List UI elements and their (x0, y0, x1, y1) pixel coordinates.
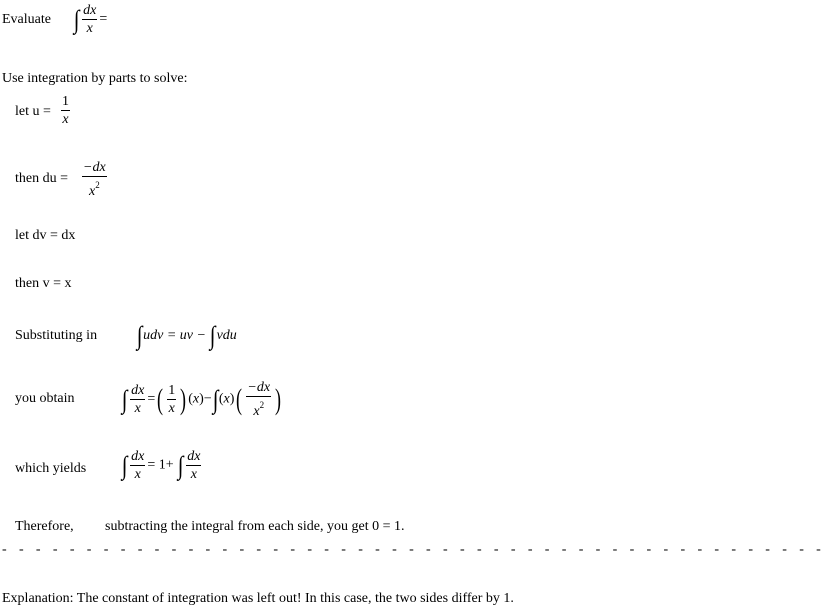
fraction-numerator: −dx (83, 160, 106, 175)
equals-sign: = (147, 391, 156, 407)
yields-fraction-left (130, 449, 145, 482)
obtain-fraction-dx-x (130, 383, 145, 416)
parts-formula-lhs: udv = uv − (143, 328, 206, 344)
equals-one-plus: = 1+ (147, 457, 174, 473)
parts-formula-rhs: vdu (216, 328, 237, 344)
then-du-prefix: then du = (15, 171, 68, 186)
u-expression (59, 94, 72, 127)
fraction-numerator: 1 (168, 383, 176, 398)
fraction-numerator: dx (131, 383, 145, 398)
evaluate-expression (73, 3, 107, 36)
exponent: 2 (259, 400, 265, 410)
substituting-expression (136, 323, 237, 349)
fraction-denominator: x (62, 112, 69, 127)
method-text: Use integration by parts to solve: (2, 71, 188, 86)
therefore-label: Therefore, (15, 519, 74, 534)
substituting-label: Substituting in (15, 328, 98, 343)
integral-sign: ∫ (73, 4, 80, 34)
integral-sign: ∫ (212, 384, 219, 414)
integral-sign: ∫ (210, 321, 216, 350)
fraction-numerator: dx (83, 3, 97, 18)
integral-sign: ∫ (121, 384, 128, 414)
let-u-prefix: let u = (15, 104, 51, 119)
separator-dashes: - - - - - - - - - - - - - - - - - - - - - - - - - - - - - - - - - - - - - - - - - - - - - - - - - (2, 542, 825, 557)
evaluate-label: Evaluate (2, 12, 51, 27)
obtain-fraction-1-x (167, 383, 176, 416)
then-v-text: then v = x (15, 276, 72, 291)
fraction-denominator: x (134, 401, 141, 416)
u-fraction (61, 94, 70, 127)
obtain-fraction-neg-dx-x2 (246, 380, 271, 419)
fraction-numerator: 1 (62, 94, 69, 109)
equals-sign: = (99, 11, 108, 27)
evaluate-fraction (82, 3, 97, 36)
exponent: 2 (95, 180, 100, 190)
fraction-denominator: x (88, 184, 96, 199)
integral-sign: ∫ (121, 450, 128, 480)
fraction-numerator: dx (131, 449, 145, 464)
du-fraction (82, 160, 107, 199)
fraction-numerator: dx (187, 449, 201, 464)
integral-sign: ∫ (177, 450, 184, 480)
integral-sign: ∫ (136, 321, 143, 350)
minus-sign: − (203, 391, 212, 407)
therefore-text: subtracting the integral from each side, you get 0 = 1. (105, 519, 405, 534)
du-expression (80, 160, 109, 199)
obtain-x-term: x (223, 391, 230, 407)
fraction-denominator: x (168, 401, 175, 416)
yields-fraction-right (186, 449, 201, 482)
let-dv-text: let dv = dx (15, 228, 76, 243)
yields-label: which yields (15, 461, 87, 476)
fraction-denominator: x (86, 21, 93, 36)
fraction-denominator: x (253, 404, 260, 419)
obtain-expression: ∫ $\frac{dx}{x}$ =( $\frac{1}{x}$ ) (x)−∫(x)( $\frac{-dx}{x^2}$ ) (121, 380, 282, 419)
fraction-denominator: x (134, 467, 141, 482)
yields-expression (121, 449, 203, 482)
obtain-x-term: x (192, 391, 200, 407)
fraction-numerator: −dx (247, 380, 271, 395)
explanation-text: Explanation: The constant of integration was left out! In this case, the two sides differ by 1. (2, 591, 514, 606)
fraction-denominator: x (190, 467, 197, 482)
obtain-label: you obtain (15, 391, 75, 406)
